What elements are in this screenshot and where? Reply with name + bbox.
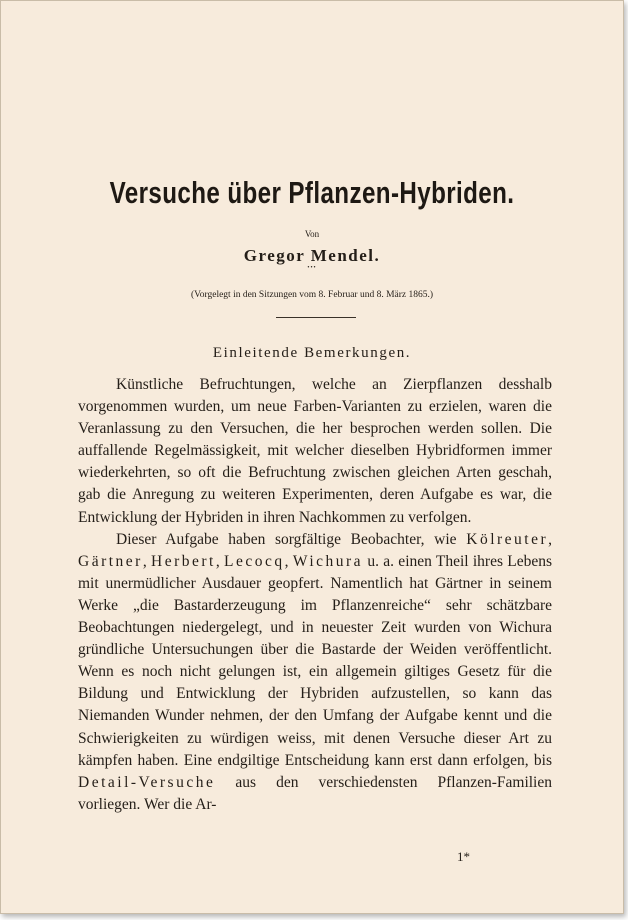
- body-text: [78, 374, 552, 816]
- name-wichura: Wichura: [292, 552, 364, 570]
- paragraph-2: Dieser Aufgabe haben sorgfältige Beobachter, wie Kölreuter, Gärtner, Herbert, Lecocq, Wichura u. a. einen Theil ihres Lebens mit unermüdlicher Ausdauer geopfert. Namentlich hat Gärtner in seinem Werke „die Bastarderzeugung im Pflanzenreiche“ sehr schätzbare Beobachtungen niedergelegt, und in neuester Zeit wurden von Wichura gründliche Untersuchungen über die Bastarde der Weiden veröffentlicht. Wenn es noch nicht gelungen ist, ein allgemein giltiges Gesetz für die Bildung und Entwicklung der Hybriden aufzustellen, so kann das Niemanden Wunder nehmen, der den Umfang der Aufgabe kennt und die Schwierigkeiten zu würdigen weiss, mit denen Versuche dieser Art zu kämpfen haben. Eine endgiltige Entscheidung kann erst dann erfolgen, bis Detail-Versuche aus den verschiedensten Pflanzen-Familien vorliegen. Wer die Ar-: [78, 530, 553, 813]
- term-detail-versuche: Detail-Versuche: [78, 773, 216, 791]
- von-label: Von: [304, 229, 320, 239]
- paragraph-2-text-b: u. a. einen Theil ihres Lebens mit unermüdlicher Ausdauer geopfert. Namentlich hat Gärtner in seinem Werke „die Bastarderzeugung im Pflanzenreiche“ sehr schätzbare Beobachtungen niedergelegt, und in neuester Zeit wurden von Wichura gründliche Untersuchungen über die Bastarde der Weiden veröffentlicht. Wenn es noch nicht gelungen ist, ein allgemein giltiges Gesetz für die Bildung und Entwicklung der Hybriden aufzustellen, so kann das Niemanden Wunder nehmen, der den Umfang der Aufgabe kennt und die Schwierigkeiten zu würdigen weiss, mit denen Versuche dieser Art zu kämpfen haben. Eine endgiltige Entscheidung kann erst dann erfolgen, bis: [78, 552, 553, 769]
- section-heading: Einleitende Bemerkungen.: [212, 345, 412, 361]
- name-koelreuter: Kölreuter: [466, 530, 549, 548]
- paragraph-2-text-c: aus den verschiedensten Pflanzen-Familien vorliegen. Wer die Ar-: [78, 773, 552, 813]
- paragraph-2-text-a: Dieser Aufgabe haben sorgfältige Beobachter, wie: [116, 530, 457, 548]
- ornament-dots: •••: [307, 265, 317, 271]
- name-lecocq: Lecocq: [224, 552, 285, 570]
- name-gaertner: Gärtner: [78, 552, 143, 570]
- page-number: 1*: [457, 849, 470, 864]
- title-divider: [276, 317, 356, 318]
- author-name: Gregor Mendel.: [243, 246, 381, 265]
- paragraph-1: Künstliche Befruchtungen, welche an Zierpflanzen desshalb vorgenommen wurden, um neue Farben-Varianten zu erzielen, waren die Veranlassung zu den Versuchen, die her besprochen werden sollen. Die auffallende Regelmässigkeit, mit welcher dieselben Hybridformen immer wiederkehrten, so oft die Befruchtung zwischen gleichen Arten geschah, gab die Anregung zu weiteren Experimenten, deren Aufgabe es war, die Entwicklung der Hybriden in ihren Nachkommen zu verfolgen.: [78, 376, 552, 526]
- page-title: Versuche über Pflanzen-Hybriden.: [109, 175, 515, 210]
- presentation-note: (Vorgelegt in den Sitzungen vom 8. Februar und 8. März 1865.): [190, 290, 434, 300]
- name-herbert: Herbert: [151, 552, 216, 570]
